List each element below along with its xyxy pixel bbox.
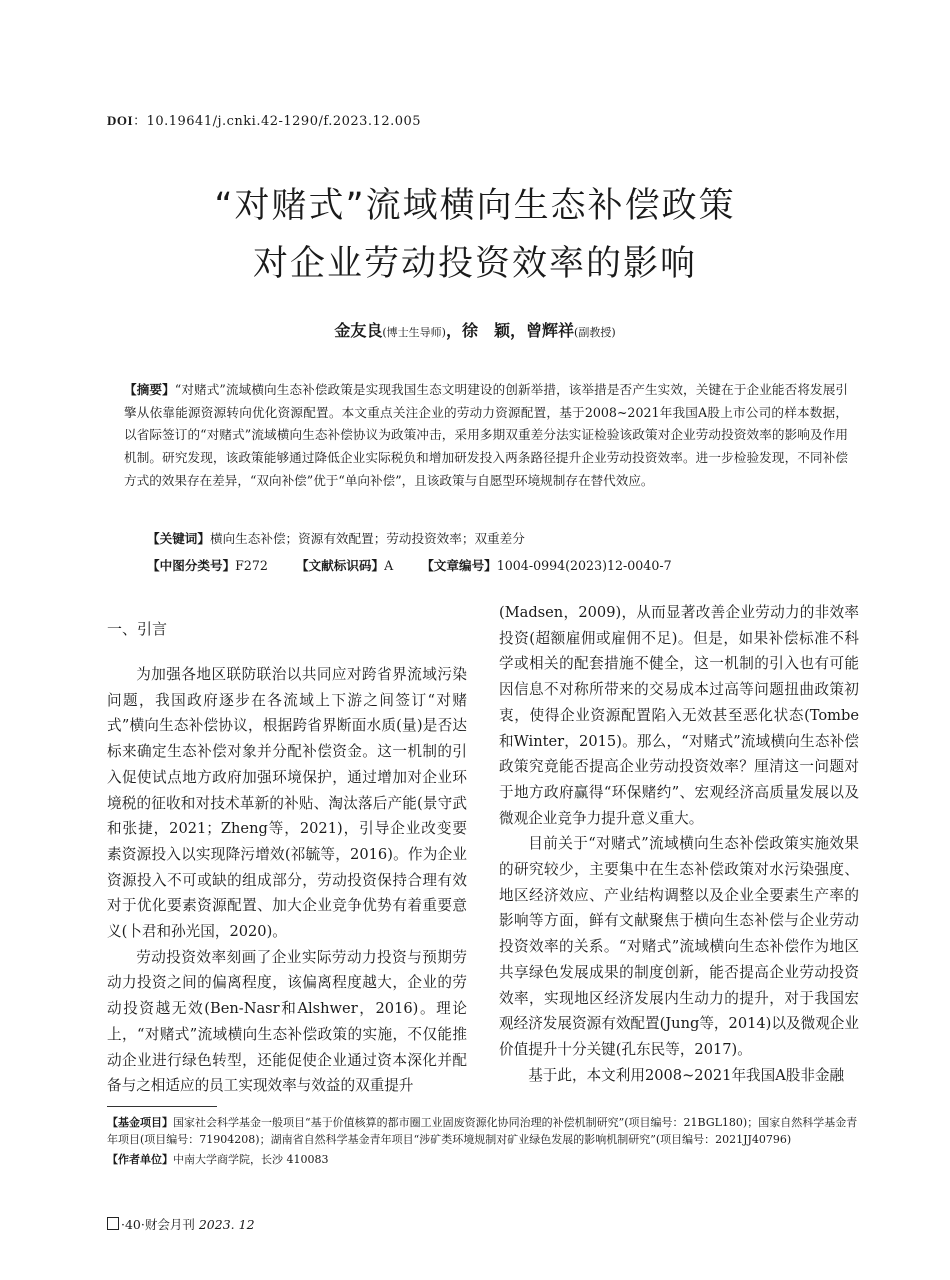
section-heading: 一、引言 xyxy=(107,620,168,638)
paragraph: 为加强各地区联防联治以共同应对跨省界流域污染问题，我国政府逐步在各流域上下游之间签订“对赌式”横向生态补偿协议，根据跨省界断面水质(量)是否达标来确定生态补偿对象并分配补偿资金。这一机制的引入促使试点地方政府加强环境保护，通过增加对企业环境税的征收和对技术革新的补贴、淘汰落后产能(景守武和张捷，2021；Zheng等，2021)，引导企业改变要素资源投入以实现降污增效(祁毓等，2016)。作为企业资源投入不可或缺的组成部分，劳动投资保持合理有效对于优化要素资源配置、加大企业竞争优势有着重要意义(卜君和孙光国，2020)。 xyxy=(107,666,467,941)
doi-value: ：10.19641/j.cnki.42-1290/f.2023.12.005 xyxy=(133,114,422,129)
author-2: 徐 颖 xyxy=(461,321,510,340)
affiliation-note xyxy=(107,1151,329,1167)
fund-text: 国家社会科学基金一般项目“基于价值核算的都市圈工业固废资源化协同治理的补偿机制研究”(项目编号：21BGL180)；国家自然科学基金青年项目(项目编号：71904208)；湖南省自然科学基金青年项目“涉矿类环境规制对矿业绿色发展的影响机制研究”(项目编号：2021JJ40796) xyxy=(107,1116,858,1146)
issue-number: 2023. 12 xyxy=(198,1217,255,1232)
doi-line xyxy=(107,110,421,129)
author-3-role: (副教授) xyxy=(574,326,616,339)
affiliation-label: 【作者单位】 xyxy=(107,1153,173,1166)
keywords-label: 【关键词】 xyxy=(147,531,210,546)
classification-line xyxy=(147,555,867,574)
author-1-role: (博士生导师) xyxy=(382,326,446,339)
paragraph: 目前关于“对赌式”流域横向生态补偿政策实施效果的研究较少，主要集中在生态补偿政策对水污染强度、地区经济效应、产业结构调整以及企业全要素生产率的影响等方面，鲜有文献聚焦于横向生态补偿与企业劳动投资效率的关系。“对赌式”流域横向生态补偿作为地区共享绿色发展成果的制度创新，能否提高企业劳动投资效率，实现地区经济发展内生动力的提升，对于我国宏观经济发展资源有效配置(Jung等，2014)以及微观企业价值提升十分关键(孔东民等，2017)。 xyxy=(499,835,859,1058)
affiliation-text: 中南大学商学院，长沙 410083 xyxy=(173,1153,329,1166)
page-footer xyxy=(107,1215,255,1233)
title-line-2: 对企业劳动投资效率的影响 xyxy=(252,244,697,284)
clc-value: F272 xyxy=(235,558,268,573)
abstract-label: 【摘要】 xyxy=(124,382,175,397)
title-line-1: “对赌式”流域横向生态补偿政策 xyxy=(214,186,736,226)
author-3: 曾辉祥 xyxy=(526,321,575,340)
funding-note xyxy=(107,1114,867,1148)
paragraph: 基于此，本文利用2008~2021年我国A股非金融 xyxy=(528,1066,845,1084)
article-number-label: 【文章编号】 xyxy=(421,558,497,573)
paragraph: (Madsen，2009)，从而显著改善企业劳动力的非效率投资(超额雇佣或雇佣不足)。但是，如果补偿标准不科学或相关的配套措施不健全，这一机制的引入也有可能因信息不对称所带来的交易成本过高等问题扭曲政策初衷，使得企业资源配置陷入无效甚至恶化状态(Tombe和Winter，2015)。那么，“对赌式”流域横向生态补偿政策究竟能否提高企业劳动投资效率？厘清这一问题对于地方政府赢得“环保赌约”、宏观经济高质量发展以及微观企业竞争力提升意义重大。 xyxy=(499,604,859,827)
keywords xyxy=(147,528,525,547)
author-sep-1: ， xyxy=(445,321,462,340)
fund-label: 【基金项目】 xyxy=(107,1116,173,1129)
body-column-right xyxy=(499,600,859,1088)
abstract xyxy=(124,379,848,493)
abstract-text: “对赌式”流域横向生态补偿政策是实现我国生态文明建设的创新举措，该举措是否产生实效，关键在于企业能否将发展引擎从依靠能源资源转向优化资源配置。本文重点关注企业的劳动力资源配置，基于2008~2021年我国A股上市公司的样本数据，以省际签订的“对赌式”流域横向生态补偿协议为政策冲击，采用多期双重差分法实证检验该政策对企业劳动投资效率的影响及作用机制。研究发现，该政策能够通过降低企业实际税负和增加研发投入两条路径提升企业劳动投资效率。进一步检验发现，不同补偿方式的效果存在差异，“双向补偿”优于“单向补偿”，且该政策与自愿型环境规制存在替代效应。 xyxy=(124,382,848,488)
author-1: 金友良 xyxy=(334,321,383,340)
page-number: ·40· xyxy=(121,1217,145,1232)
journal-name: 财会月刊 xyxy=(144,1217,195,1232)
footnote-divider xyxy=(107,1106,217,1107)
doi-label: DOI xyxy=(107,113,134,128)
doc-code-label: 【文献标识码】 xyxy=(295,558,385,573)
article-number-value: 1004-0994(2023)12-0040-7 xyxy=(496,558,672,573)
square-icon xyxy=(107,1217,119,1230)
keywords-text: 横向生态补偿；资源有效配置；劳动投资效率；双重差分 xyxy=(209,531,525,546)
body-column-left xyxy=(107,600,467,1099)
paragraph: 劳动投资效率刻画了企业实际劳动力投资与预期劳动力投资之间的偏离程度，该偏离程度越大，企业的劳动投资越无效(Ben-Nasr和Alshwer，2016)。理论上，“对赌式”流域横向生态补偿政策的实施，不仅能推动企业进行绿色转型，还能促使企业通过资本深化并配备与之相适应的员工实现效率与效益的双重提升 xyxy=(107,948,467,1095)
author-sep-2: ， xyxy=(510,321,527,340)
clc-label: 【中图分类号】 xyxy=(147,558,236,573)
doc-code-value: A xyxy=(384,558,394,573)
authors xyxy=(0,318,950,341)
